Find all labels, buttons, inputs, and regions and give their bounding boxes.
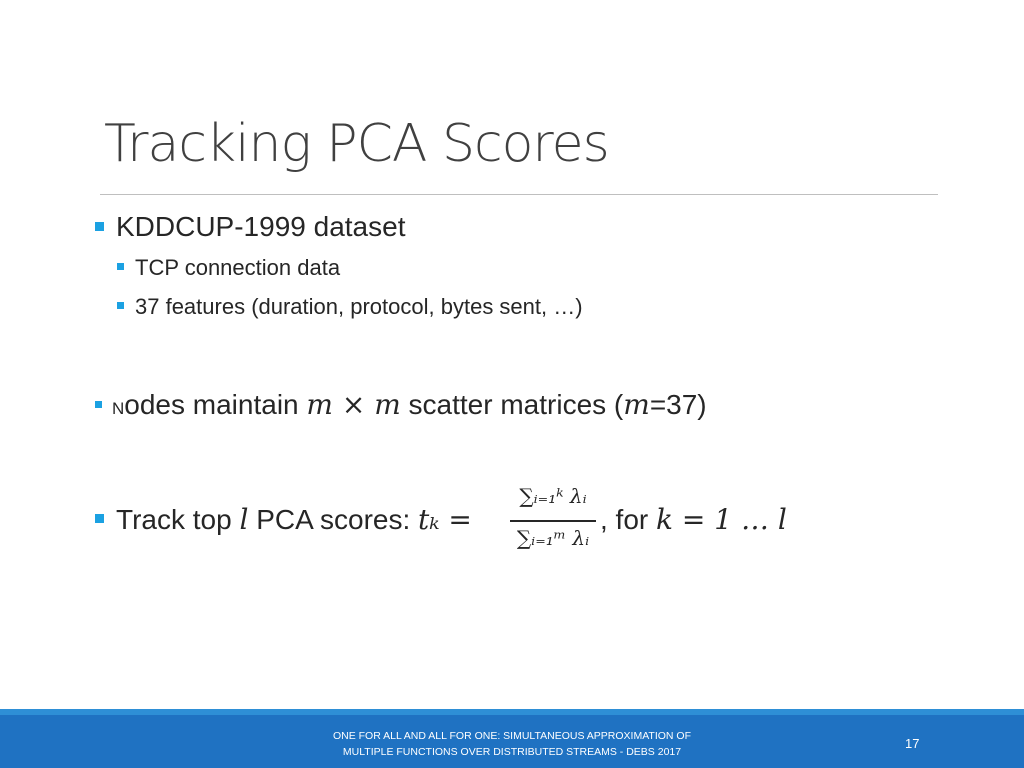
bullet-dataset: KDDCUP-1999 dataset xyxy=(116,211,406,242)
bullet-features: 37 features (duration, protocol, bytes sent, …) xyxy=(135,294,583,319)
footer-bar xyxy=(0,715,1024,768)
track-range xyxy=(600,503,787,536)
fraction-denominator: ∑ᵢ₌₁ᵐ λᵢ xyxy=(516,526,590,550)
nodes-lead-letter: N xyxy=(112,399,125,418)
footer-line-1: ONE FOR ALL AND ALL FOR ONE: SIMULTANEOUS APPROXIMATION OF xyxy=(332,730,692,742)
track-var-l: l xyxy=(239,503,249,536)
bullet-track xyxy=(116,503,472,536)
track-range-math: k = 1 … l xyxy=(656,503,787,536)
track-prefix: Track top xyxy=(116,504,240,535)
nodes-math: m × m xyxy=(306,388,401,421)
track-lhs: tₖ = xyxy=(418,503,472,536)
sub-bullet-marker xyxy=(117,263,124,270)
track-for: , for xyxy=(600,504,657,535)
slide-title: Tracking PCA Scores xyxy=(104,114,609,174)
bullet-marker xyxy=(95,222,104,231)
bullet-tcp: TCP connection data xyxy=(135,255,341,280)
bullet-nodes xyxy=(112,388,707,421)
bullet-marker xyxy=(95,514,104,523)
bullet-marker xyxy=(95,401,102,408)
fraction-bar xyxy=(510,520,596,522)
footer-line-2: MULTIPLE FUNCTIONS OVER DISTRIBUTED STREAMS - DEBS 2017 xyxy=(342,746,682,758)
footer-caption xyxy=(300,728,724,760)
nodes-suffix: =37) xyxy=(649,389,707,420)
nodes-prefix: odes maintain xyxy=(124,389,307,420)
page-number: 17 xyxy=(905,736,920,751)
track-middle: PCA scores: xyxy=(248,504,419,535)
sub-bullet-marker xyxy=(117,302,124,309)
title-divider xyxy=(100,194,938,195)
nodes-middle: scatter matrices ( xyxy=(400,389,624,420)
fraction-numerator: ∑ᵢ₌₁ᵏ λᵢ xyxy=(519,484,587,508)
nodes-var: m xyxy=(623,388,650,421)
